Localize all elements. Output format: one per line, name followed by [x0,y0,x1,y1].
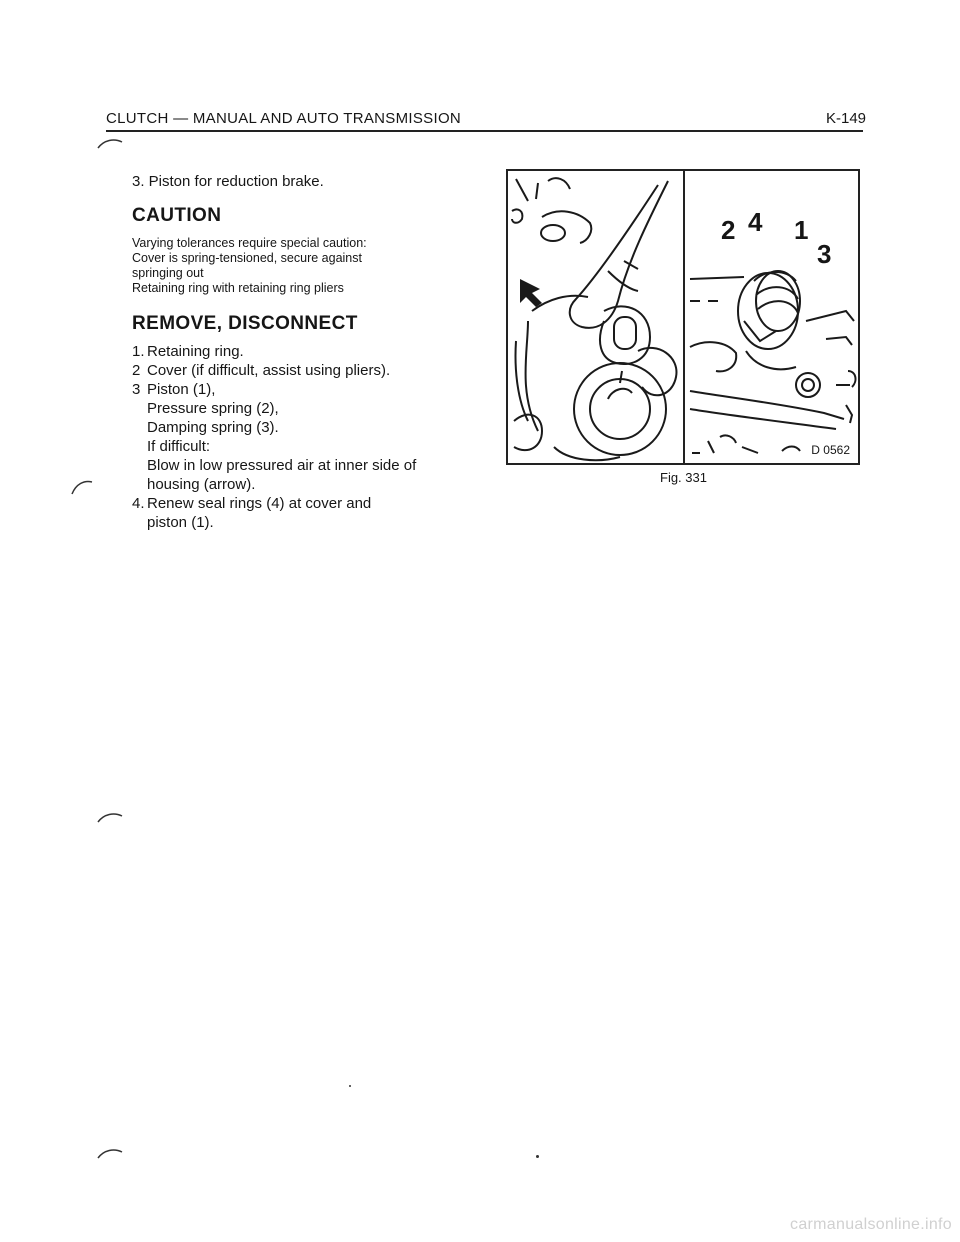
header-rule [106,130,863,132]
caution-line: springing out [132,266,204,280]
figure-caption: Fig. 331 [660,470,707,485]
step-number: 3 [132,381,141,398]
caution-heading: CAUTION [132,205,222,226]
margin-mark [96,810,124,824]
step-1 [132,342,416,361]
step-2 [132,361,416,380]
scan-speck [536,1155,539,1158]
step-number: 4. [132,495,145,512]
step-text: Cover (if difficult, assist using pliers). [147,362,391,379]
step-text: Piston (1), [147,381,216,398]
scan-speck [349,1085,351,1087]
step-number: 1. [132,343,145,360]
remove-heading: REMOVE, DISCONNECT [132,313,358,334]
figure-code: D 0562 [811,443,850,457]
intro-step: 3. Piston for reduction brake. [132,173,324,190]
watermark: carmanualsonline.info [790,1216,952,1233]
section-title: CLUTCH — MANUAL AND AUTO TRANSMISSION [106,110,462,127]
caution-line: Retaining ring with retaining ring pliers [132,281,344,295]
margin-mark [70,478,98,496]
figure-331 [506,169,860,465]
arrow-icon [520,279,542,307]
page-number: K-149 [826,110,867,127]
caution-line: Varying tolerances require special caution: [132,236,367,250]
right-panel-illustration [686,171,860,463]
step-text: housing (arrow). [147,476,256,493]
margin-mark [96,136,124,150]
callout-label: 2 [721,215,736,245]
step-text: If difficult: [147,438,211,455]
callout-label: 1 [794,215,809,245]
left-panel-illustration [508,171,682,463]
callout-label: 3 [817,239,832,269]
callout-label: 4 [748,207,763,237]
step-text: Renew seal rings (4) at cover and [147,495,372,512]
step-text: Damping spring (3). [147,419,279,436]
step-text: Retaining ring. [147,343,244,360]
step-number: 2 [132,362,141,379]
step-text: Pressure spring (2), [147,400,279,417]
figure-divider [683,171,685,463]
step-text: Blow in low pressured air at inner side of [147,457,417,474]
caution-text [132,236,367,296]
step-text: piston (1). [147,514,214,531]
caution-line: Cover is spring-tensioned, secure against [132,251,362,265]
step-4 [132,494,416,513]
step-3 [132,380,416,399]
remove-steps [132,342,416,532]
margin-mark [96,1146,124,1160]
